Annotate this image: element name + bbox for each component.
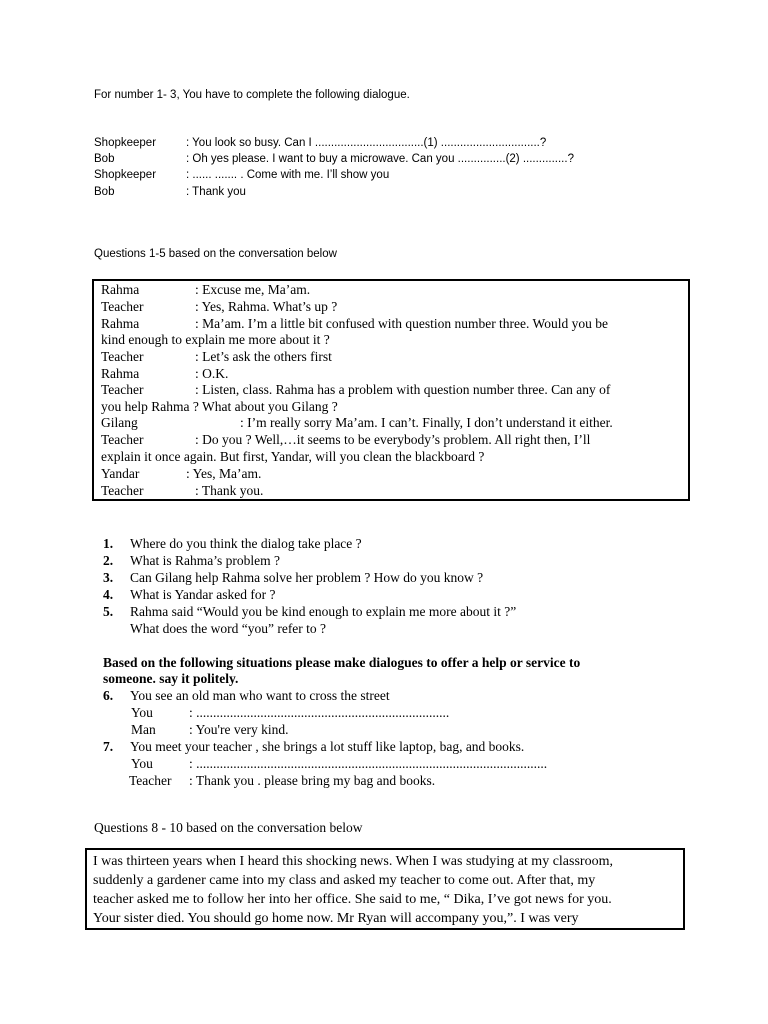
speaker-label: Teacher — [101, 483, 144, 498]
question-number: 2. — [103, 553, 114, 568]
conversation-continuation: you help Rahma ? What about you Gilang ? — [101, 399, 338, 414]
conversation-text: : Ma’am. I’m a little bit confused with question number three. Would you be — [195, 316, 608, 331]
speaker-label: Teacher — [101, 382, 144, 397]
conversation-box — [92, 279, 690, 501]
story-box — [85, 848, 685, 930]
question-number: 5. — [103, 604, 114, 619]
dialogue-text: : Thank you — [186, 186, 246, 198]
conversation-text: : Yes, Ma’am. — [186, 466, 262, 481]
speaker-label: Yandar — [101, 466, 140, 481]
conversation-text: : Listen, class. Rahma has a problem with question number three. Can any of — [195, 382, 611, 397]
instruction-text: For number 1- 3, You have to complete the following dialogue. — [94, 89, 410, 101]
conversation-text: : Thank you. — [195, 483, 264, 498]
dialogue-text: : Oh yes please. I want to buy a microwave. Can you ...............(2) ..............? — [186, 153, 574, 165]
speaker-label: Teacher — [101, 299, 144, 314]
question-text: What is Rahma’s problem ? — [130, 553, 280, 568]
dialogue-row — [94, 137, 714, 153]
question-number: 3. — [103, 570, 114, 585]
question-text: What is Yandar asked for ? — [130, 587, 276, 602]
section-heading-continuation: someone. say it politely. — [103, 671, 239, 686]
story-line: teacher asked me to follow her into her office. She said to me, “ Dika, I’ve got news for you. — [93, 892, 612, 907]
speaker-label: Bob — [94, 153, 115, 165]
story-line: Your sister died. You should go home now. Mr Ryan will accompany you,”. I was very — [93, 911, 579, 926]
dialogue-row — [94, 186, 714, 202]
speaker-label: Gilang — [101, 415, 138, 430]
question-number: 4. — [103, 587, 114, 602]
speaker-label: Rahma — [101, 366, 140, 381]
conversation-text: : Excuse me, Ma’am. — [195, 282, 311, 297]
situation-text: You see an old man who want to cross the street — [130, 688, 390, 703]
section-heading: Based on the following situations please make dialogues to offer a help or service to — [103, 655, 581, 670]
situation-text: You meet your teacher , she brings a lot stuff like laptop, bag, and books. — [130, 739, 525, 754]
dialogue-text: : ...... ....... . Come with me. I’ll show you — [186, 169, 390, 181]
conversation-text: : Do you ? Well,…it seems to be everybody’s problem. All right then, I’ll — [195, 432, 591, 447]
answer-text: : You're very kind. — [189, 722, 289, 737]
section-heading: Questions 1-5 based on the conversation below — [94, 248, 337, 260]
speaker-label: Rahma — [101, 316, 140, 331]
question-number: 6. — [103, 688, 114, 703]
speaker-label: Shopkeeper — [94, 169, 157, 181]
question-text: Rahma said “Would you be kind enough to explain me more about it ?” — [130, 604, 517, 619]
story-line: I was thirteen years when I heard this shocking news. When I was studying at my classroom, — [93, 854, 613, 869]
question-number: 7. — [103, 739, 114, 754]
question-continuation: What does the word “you” refer to ? — [130, 621, 327, 636]
question-number: 1. — [103, 536, 114, 551]
story-line: suddenly a gardener came into my class and asked my teacher to come out. After that, my — [93, 873, 596, 888]
question-text: Can Gilang help Rahma solve her problem ? How do you know ? — [130, 570, 484, 585]
dialogue-text: : You look so busy. Can I ..................................(1) ...............................? — [186, 137, 547, 149]
question-text: Where do you think the dialog take place ? — [130, 536, 362, 551]
section-heading: Questions 8 - 10 based on the conversation below — [94, 820, 363, 835]
speaker-label: Bob — [94, 186, 115, 198]
answer-text: : Thank you . please bring my bag and books. — [189, 773, 436, 788]
dialogue-row — [94, 153, 714, 169]
speaker-label: You — [131, 756, 153, 771]
speaker-label: Teacher — [129, 773, 172, 788]
speaker-label: You — [131, 705, 153, 720]
conversation-text: : O.K. — [195, 366, 229, 381]
conversation-text: : Let’s ask the others first — [195, 349, 332, 364]
conversation-text: : Yes, Rahma. What’s up ? — [195, 299, 338, 314]
speaker-label: Teacher — [101, 349, 144, 364]
speaker-label: Teacher — [101, 432, 144, 447]
dialogue-row — [94, 169, 714, 185]
answer-blank: : ........................................................................... — [189, 705, 450, 720]
conversation-text: : I’m really sorry Ma’am. I can’t. Finally, I don’t understand it either. — [240, 415, 613, 430]
conversation-continuation: explain it once again. But first, Yandar, will you clean the blackboard ? — [101, 449, 485, 464]
speaker-label: Rahma — [101, 282, 140, 297]
speaker-label: Man — [131, 722, 156, 737]
speaker-label: Shopkeeper — [94, 137, 157, 149]
conversation-continuation: kind enough to explain me more about it ? — [101, 332, 330, 347]
answer-blank: : ........................................................................................................ — [189, 756, 548, 771]
